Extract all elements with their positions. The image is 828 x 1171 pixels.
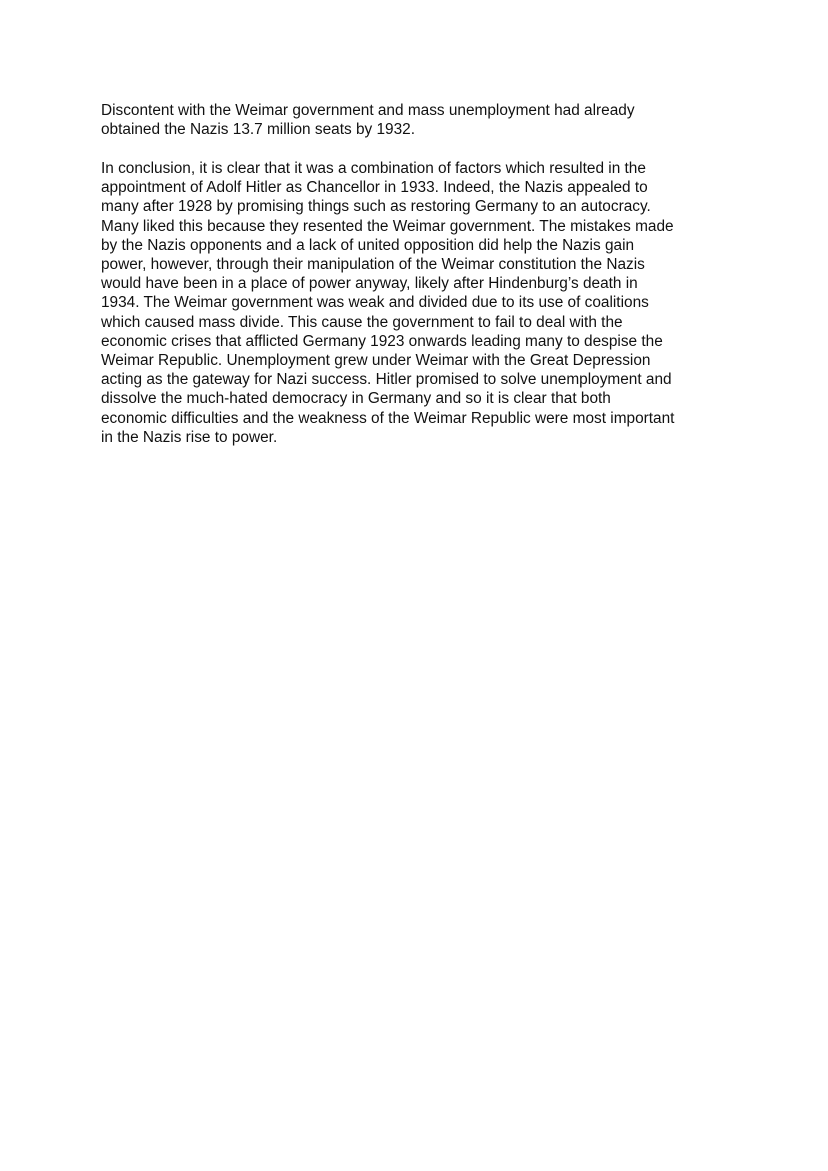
- text-line: in the Nazis rise to power.: [101, 428, 278, 446]
- text-line: economic crises that afflicted Germany 1923 onwards leading many to despise the: [101, 332, 663, 350]
- text-line: many after 1928 by promising things such as restoring Germany to an autocracy.: [101, 198, 651, 216]
- text-line: Many liked this because they resented the Weimar government. The mistakes made: [101, 217, 674, 235]
- text-line: Weimar Republic. Unemployment grew under Weimar with the Great Depression: [101, 351, 651, 369]
- text-line: economic difficulties and the weakness of the Weimar Republic were most important: [101, 409, 675, 427]
- text-line: which caused mass divide. This cause the government to fail to deal with the: [101, 313, 623, 331]
- text-line: appointment of Adolf Hitler as Chancellor in 1933. Indeed, the Nazis appealed to: [101, 179, 648, 197]
- paragraph-spacer: [101, 139, 741, 159]
- text-line: acting as the gateway for Nazi success. Hitler promised to solve unemployment and: [101, 371, 672, 389]
- paragraph-2: [101, 159, 741, 447]
- text-line: power, however, through their manipulation of the Weimar constitution the Nazis: [101, 255, 645, 273]
- text-line: would have been in a place of power anyway, likely after Hindenburg’s death in: [101, 275, 638, 293]
- text-line: 1934. The Weimar government was weak and divided due to its use of coalitions: [101, 294, 649, 312]
- text-line: dissolve the much-hated democracy in Germany and so it is clear that both: [101, 390, 611, 408]
- text-line: Discontent with the Weimar government and mass unemployment had already: [101, 102, 635, 119]
- text-line: In conclusion, it is clear that it was a combination of factors which resulted in the: [101, 159, 646, 177]
- text-line: obtained the Nazis 13.7 million seats by 1932.: [101, 121, 415, 139]
- document-body: [101, 101, 741, 447]
- text-line: by the Nazis opponents and a lack of united opposition did help the Nazis gain: [101, 236, 635, 254]
- paragraph-1: [101, 101, 741, 139]
